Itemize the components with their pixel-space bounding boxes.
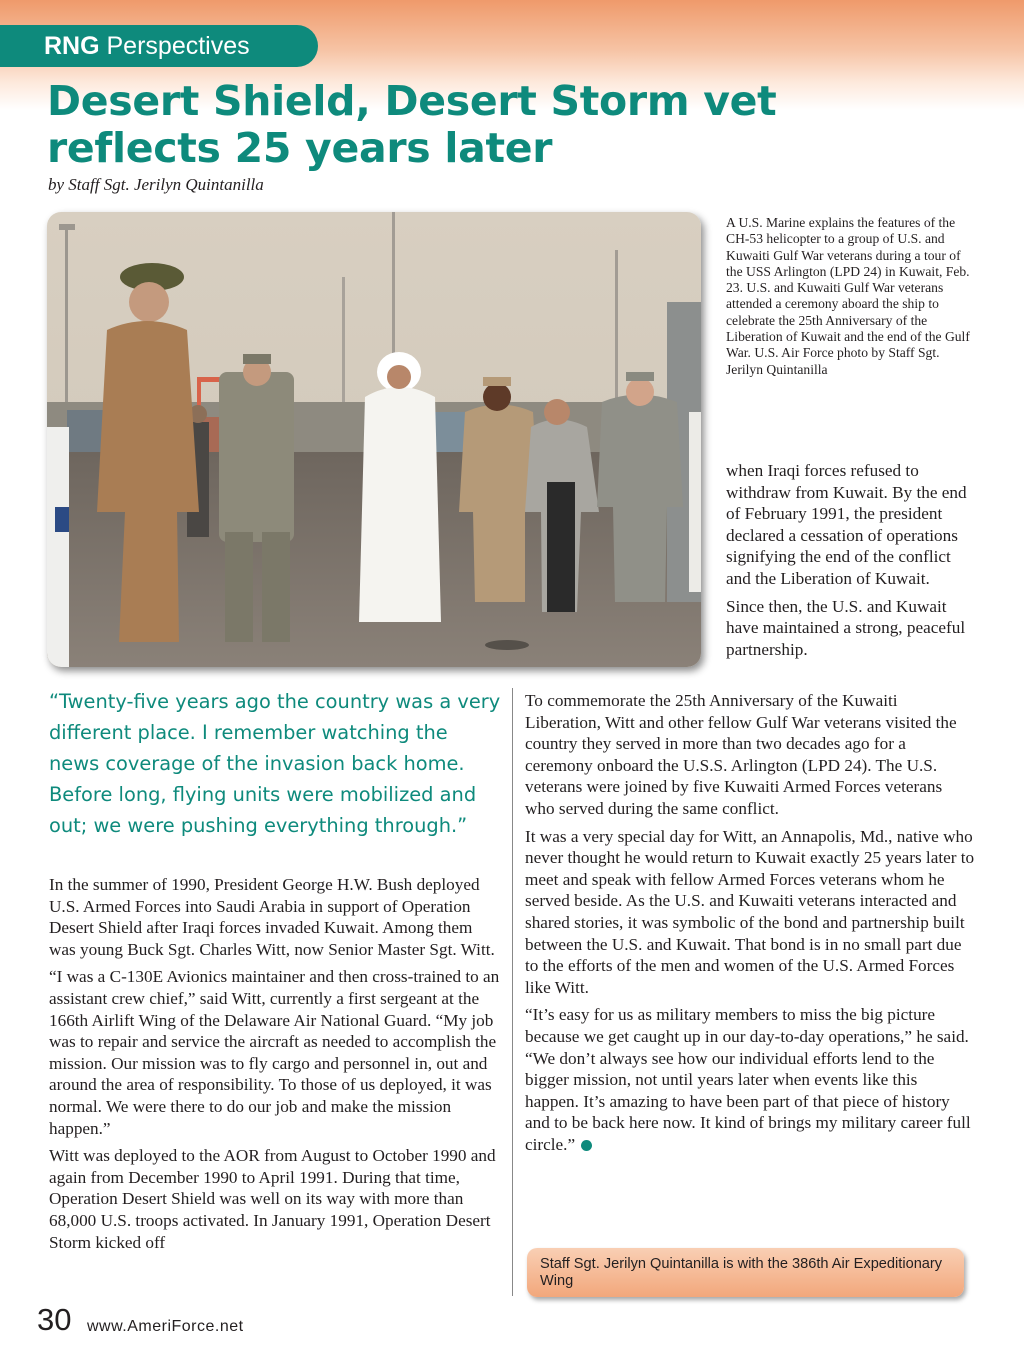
headline-line-2: reflects 25 years later bbox=[47, 124, 553, 172]
photo-caption: A U.S. Marine explains the features of the CH-53 helicopter to a group of U.S. and Kuwaiti Gulf War veterans during a tour of the USS Arlington (LPD 24) in Kuwait, Feb. 23. U.S. and Kuwaiti Gulf War veterans attended a ceremony aboard the ship to celebrate the 25th Anniversary of the Liberation of Kuwait and the end of the Gulf War. U.S. Air Force photo by Staff Sgt. Jerilyn Quintanilla bbox=[726, 215, 970, 377]
section-tab-label: Perspectives bbox=[99, 32, 250, 60]
website-url: www.AmeriForce.net bbox=[87, 1318, 244, 1335]
column-divider bbox=[512, 688, 513, 1296]
paragraph: In the summer of 1990, President George H.W. Bush deployed U.S. Armed Forces into Saudi Arabia in support of Operation Desert Shield after Iraqi forces invaded Kuwait. Among them was young Buck Sgt. Charles Witt, now Senior Master Sgt. Witt. bbox=[49, 875, 495, 959]
headline bbox=[47, 78, 947, 172]
paragraph: Witt was deployed to the AOR from August to October 1990 and again from December 1990 to April 1991. During that time, Operation Desert Shield was well on its way with more than 68,000 U.S. troops activated. In January 1991, Operation Desert Storm kicked off bbox=[49, 1146, 496, 1252]
article-column-right-top bbox=[726, 460, 976, 666]
article-photo bbox=[47, 212, 701, 667]
author-note: Staff Sgt. Jerilyn Quintanilla is with the 386th Air Expeditionary Wing bbox=[527, 1248, 964, 1297]
paragraph: It was a very special day for Witt, an Annapolis, Md., native who never thought he would return to Kuwait exactly 25 years later to meet and speak with fellow Armed Forces veterans whom he served beside. As the U.S. and Kuwaiti veterans interacted and shared stories, it was symbolic of the bond and partnership built between the U.S. and Kuwait. That bond is in no small part due to the efforts of the men and women of the U.S. Armed Forces like Witt. bbox=[525, 826, 975, 997]
paragraph: “I was a C-130E Avionics maintainer and then cross-trained to an assistant crew chief,” said Witt, currently a first sergeant at the 166th Airlift Wing of the Delaware Air National Guard. “My job was to repair and service the aircraft as needed to accomplish the mission. Our mission was to fly cargo and personnel in, out and around the area of responsibility. To those of us deployed, it was normal. We were there to do our job and make the mission happen.” bbox=[49, 967, 500, 1138]
paragraph: when Iraqi forces refused to withdraw from Kuwait. By the end of February 1991, the president declared a cessation of operations signifying the end of the conflict and the Liberation of Kuwait. bbox=[726, 461, 967, 588]
page-number: 30 bbox=[37, 1302, 72, 1337]
headline-line-1: Desert Shield, Desert Storm vet bbox=[47, 77, 777, 125]
closing-paragraph-text: “It’s easy for us as military members to miss the big picture because we get caught up in our day-to-day operations,” he said. “We don’t always see how our individual efforts lend to the bigger mission, not until years later when events like this happen. It’s amazing to have been part of that piece of history and to be back here now. It kind of brings my military career full circle.” bbox=[525, 1005, 971, 1154]
section-tab bbox=[0, 25, 318, 67]
paragraph bbox=[525, 1004, 975, 1155]
section-tab-bold: RNG bbox=[44, 32, 100, 60]
end-mark-icon bbox=[581, 1140, 592, 1151]
article-column-left bbox=[49, 874, 501, 1259]
article-column-right bbox=[525, 690, 975, 1161]
pull-quote: “Twenty-five years ago the country was a very different place. I remember watching the news coverage of the invasion back home. Before long, flying units were mobilized and out; we were pushing everything through.” bbox=[49, 690, 501, 837]
byline: by Staff Sgt. Jerilyn Quintanilla bbox=[48, 175, 264, 194]
paragraph: Since then, the U.S. and Kuwait have maintained a strong, peaceful partnership. bbox=[726, 596, 966, 659]
paragraph: To commemorate the 25th Anniversary of the Kuwaiti Liberation, Witt and other fellow Gulf War veterans visited the country they served in more than two decades ago for a ceremony onboard the U.S.S. Arlington (LPD 24). The U.S. veterans were joined by five Kuwaiti Armed Forces veterans who served during the same conflict. bbox=[525, 691, 957, 818]
